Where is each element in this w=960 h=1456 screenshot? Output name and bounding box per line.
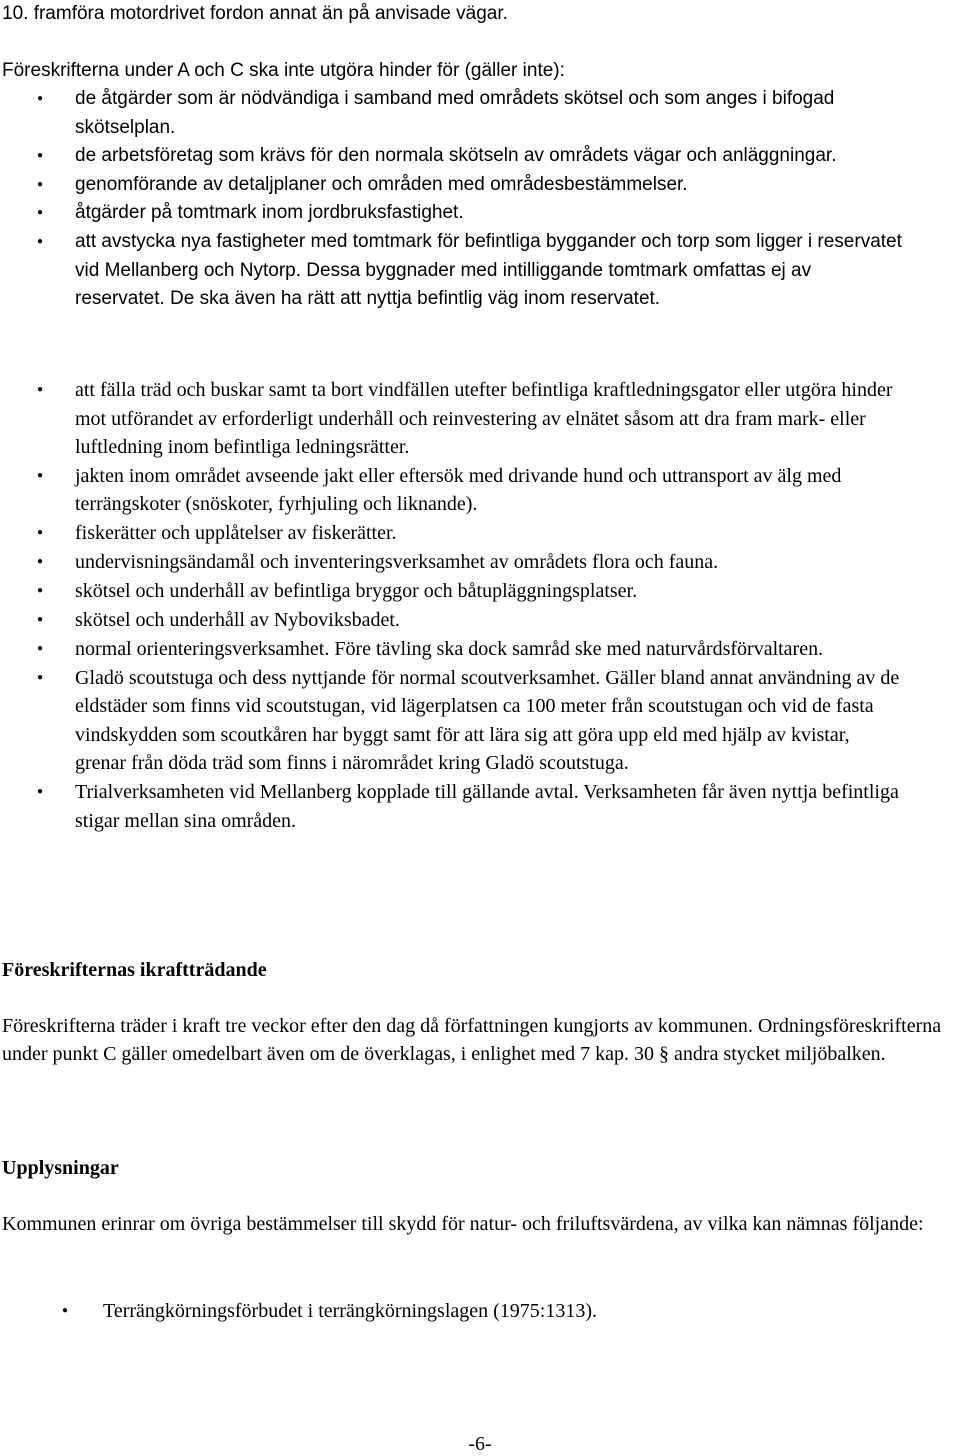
exceptions-list-continued bbox=[0, 376, 960, 835]
list-item: undervisningsändamål och inventeringsverksamhet av områdets flora och fauna. bbox=[75, 550, 719, 573]
list-item: genomförande av detaljplaner och områden med områdesbestämmelser. bbox=[75, 173, 688, 195]
entry-into-force-heading: Föreskrifternas ikraftträdande bbox=[2, 959, 267, 981]
list-item: Gladö scoutstuga och dess nyttjande för normal scoutverksamhet. Gäller bland annat användning av de eldstäder som finns vid scoutstugan, vid lägerplatsen ca 100 meter från scoutstugan och vid de fasta vindskydden som scoutkåren har byggt samt för att lära sig att göra upp eld med hjälp av kvistar, grenar från döda träd som finns i närområdet kring Gladö scoutstuga. bbox=[75, 666, 900, 775]
list-item: jakten inom området avseende jakt eller eftersök med drivande hund och uttransport av älg med terrängskoter (snöskoter, fyrhjuling och liknande). bbox=[75, 464, 842, 516]
exceptions-list bbox=[0, 85, 960, 314]
list-item: Terrängkörningsförbudet i terrängkörningslagen (1975:1313). bbox=[103, 1300, 598, 1322]
list-item: de åtgärder som är nödvändiga i samband med områdets skötsel och som anges i bifogad skötselplan. bbox=[75, 88, 835, 138]
list-item: åtgärder på tomtmark inom jordbruksfastighet. bbox=[75, 202, 464, 224]
list-item: fiskerätter och upplåtelser av fiskerätter. bbox=[75, 521, 397, 544]
list-item: Trialverksamheten vid Mellanberg kopplade till gällande avtal. Verksamheten får även nyttja befintliga stigar mellan sina områden. bbox=[75, 780, 899, 832]
list-item: skötsel och underhåll av Nyboviksbadet. bbox=[75, 608, 400, 631]
list-item: de arbetsföretag som krävs för den normala skötseln av områdets vägar och anläggningar. bbox=[75, 145, 837, 167]
entry-into-force-text: Föreskrifterna träder i kraft tre veckor efter den dag då författningen kungjorts av kommunen. Ordningsföreskrifterna under punkt C gäller omedelbart även om de överklagas, i enlighet med 7 kap. 30 § andra stycket miljöbalken. bbox=[2, 1015, 942, 1065]
information-heading: Upplysningar bbox=[2, 1157, 119, 1179]
page-number: -6- bbox=[468, 1433, 492, 1455]
list-item: normal orienteringsverksamhet. Före tävling ska dock samråd ske med naturvårdsförvaltaren. bbox=[75, 637, 824, 660]
information-list bbox=[0, 1297, 960, 1326]
list-item: att avstycka nya fastigheter med tomtmark för befintliga byggander och torp som ligger i reservatet vid Mellanberg och Nytorp. Dessa byggnader med intilliggande tomtmark omfattas ej av reservatet. De ska även ha rätt att nyttja befintlig väg inom reservatet. bbox=[75, 230, 902, 310]
list-item: skötsel och underhåll av befintliga bryggor och båtupläggningsplatser. bbox=[75, 579, 638, 602]
intro-line: 10. framföra motordrivet fordon annat än på anvisade vägar. bbox=[2, 3, 508, 24]
list-item: att fälla träd och buskar samt ta bort vindfällen utefter befintliga kraftledningsgator eller utgöra hinder mot utförandet av erforderligt underhåll och reinvestering av elnätet såsom att dra fram mark- eller luftledning inom befintliga ledningsrätter. bbox=[75, 379, 893, 459]
exceptions-lead: Föreskrifterna under A och C ska inte utgöra hinder för (gäller inte): bbox=[2, 60, 565, 81]
information-text: Kommunen erinrar om övriga bestämmelser till skydd för natur- och friluftsvärdena, av vilka kan nämnas följande: bbox=[2, 1213, 924, 1235]
